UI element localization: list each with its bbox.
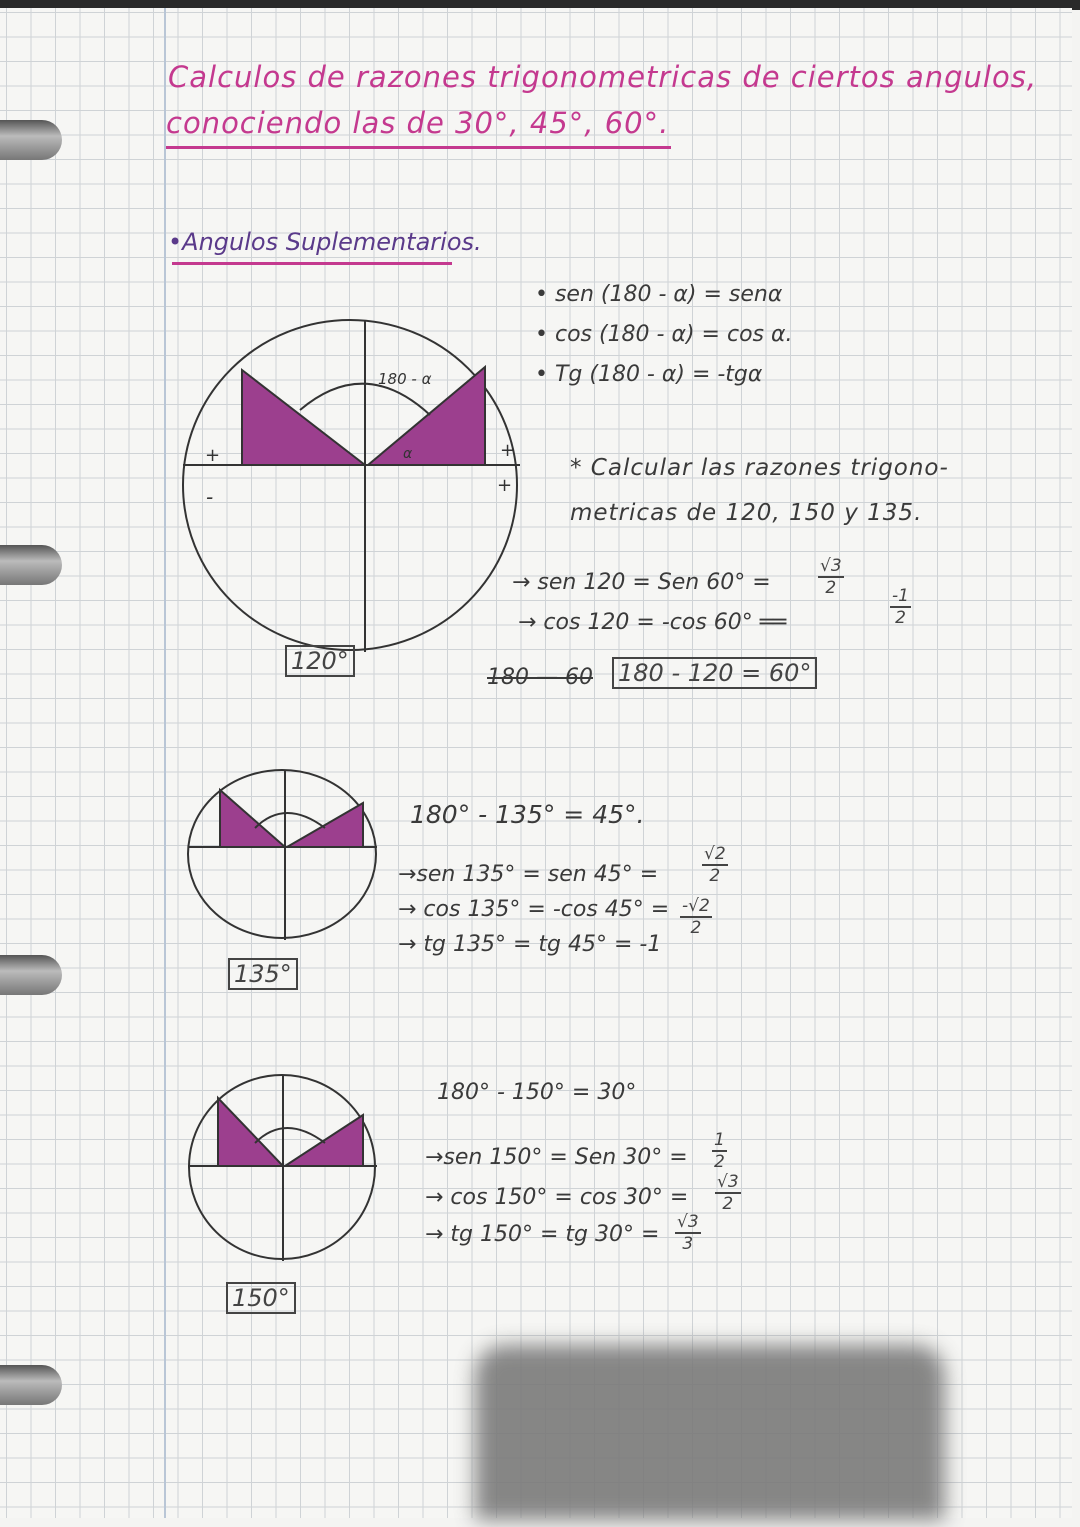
identity-tg: • Tg (180 - α) = -tgα: [535, 362, 763, 387]
denominator: 2: [825, 578, 837, 598]
cos-120-line: → cos 120 = -cos 60° ══: [518, 610, 787, 635]
sen-150-line: →sen 150° = Sen 30° =: [425, 1145, 688, 1170]
unit-circle-135-diagram: [185, 768, 385, 943]
numerator: -√2: [682, 896, 710, 916]
sen-135-line: →sen 135° = sen 45° =: [398, 862, 659, 887]
tg-150-line: → tg 150° = tg 30° =: [425, 1222, 660, 1247]
numerator: √3: [677, 1212, 699, 1232]
angle-box-120: 120°: [285, 645, 355, 677]
sen-120-line: → sen 120 = Sen 60° =: [512, 570, 771, 595]
numerator: 1: [714, 1130, 725, 1150]
angle-box-135: 135°: [228, 958, 298, 990]
struck-text: 180 — 60: [487, 665, 593, 690]
heading-150: 180° - 150° = 30°: [437, 1080, 637, 1105]
tg-135-line: → tg 135° = tg 45° = -1: [398, 932, 662, 957]
fraction: [890, 586, 911, 628]
denominator: 2: [709, 866, 721, 886]
denominator: 3: [682, 1234, 694, 1254]
title-line-1: Calculos de razones trigonometricas de ciertos angulos,: [168, 60, 1038, 94]
alpha-label: α: [403, 446, 413, 462]
numerator: -1: [892, 586, 909, 606]
denominator: 2: [895, 608, 906, 628]
fraction: [715, 1172, 741, 1214]
cos-150-line: → cos 150° = cos 30° =: [425, 1185, 689, 1210]
numerator: √3: [717, 1172, 739, 1192]
unit-circle-120-diagram: [180, 315, 530, 655]
fraction: [818, 556, 844, 598]
arc-label: 180 - α: [378, 370, 432, 388]
fraction: [680, 896, 712, 938]
binder-ring: [0, 545, 62, 585]
numerator: √3: [820, 556, 842, 576]
binder-ring: [0, 955, 62, 995]
binder-ring: [0, 120, 62, 160]
cos-135-line: → cos 135° = -cos 45° =: [398, 897, 670, 922]
grid-paper: [0, 8, 1072, 1518]
boxed-calc-120: 180 - 120 = 60°: [612, 657, 817, 689]
title-underline: [166, 146, 671, 149]
binder-ring: [0, 1365, 62, 1405]
margin-line: [164, 8, 166, 1518]
title-line-2: conociendo las de 30°, 45°, 60°.: [166, 106, 670, 140]
denominator: 2: [722, 1194, 734, 1214]
fraction: [702, 844, 728, 886]
photo-shadow: [475, 1345, 945, 1520]
identity-sen: • sen (180 - α) = senα: [535, 282, 783, 307]
sign-plus: +: [497, 475, 513, 496]
fraction: [675, 1212, 701, 1254]
heading-135: 180° - 135° = 45°.: [410, 800, 645, 829]
unit-circle-150-diagram: [185, 1073, 385, 1263]
section-heading: •Angulos Suplementarios.: [168, 228, 482, 256]
sign-minus: -: [206, 485, 214, 509]
denominator: 2: [714, 1152, 725, 1172]
task-line-2: metricas de 120, 150 y 135.: [570, 500, 923, 526]
sign-plus: +: [500, 440, 516, 461]
task-line-1: * Calcular las razones trigono-: [570, 455, 949, 481]
heading-underline: [172, 262, 452, 265]
numerator: √2: [704, 844, 726, 864]
angle-box-150: 150°: [226, 1282, 296, 1314]
sign-plus: +: [205, 445, 221, 466]
identity-cos: • cos (180 - α) = cos α.: [535, 322, 793, 347]
fraction: [712, 1130, 727, 1172]
denominator: 2: [690, 918, 702, 938]
